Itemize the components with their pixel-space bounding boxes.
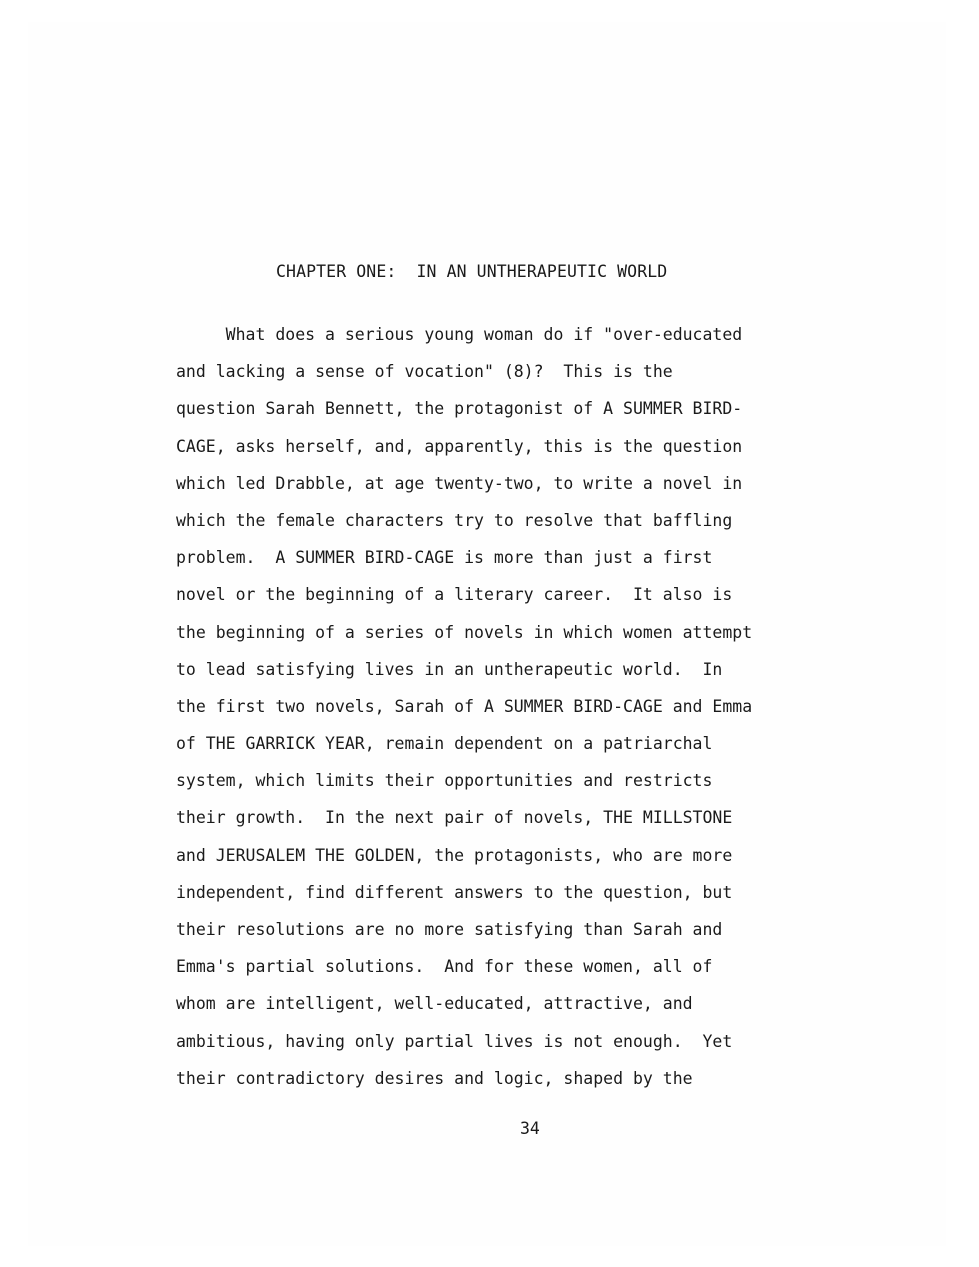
chapter-heading: CHAPTER ONE: IN AN UNTHERAPEUTIC WORLD — [276, 262, 668, 281]
text-line: What does a serious young woman do if "over-educated — [176, 325, 743, 344]
text-line: and lacking a sense of vocation" (8)? This is the — [176, 362, 673, 382]
text-line: ambitious, having only partial lives is not enough. Yet — [176, 1031, 733, 1051]
text-line: their contradictory desires and logic, shaped by the — [176, 1068, 693, 1088]
text-line: of THE GARRICK YEAR, remain dependent on a patriarchal — [176, 734, 713, 754]
text-line: their resolutions are no more satisfying than Sarah and — [176, 920, 723, 939]
text-line: whom are intelligent, well-educated, attractive, and — [176, 994, 693, 1014]
text-line: their growth. In the next pair of novels, THE MILLSTONE — [176, 808, 733, 828]
text-line: question Sarah Bennett, the protagonist of A SUMMER BIRD- — [176, 399, 743, 419]
text-line: independent, find different answers to the question, but — [176, 882, 733, 902]
text-line: system, which limits their opportunities and restricts — [176, 771, 713, 791]
text-line: and JERUSALEM THE GOLDEN, the protagonists, who are more — [176, 845, 733, 865]
text-line: the beginning of a series of novels in which women attempt — [176, 622, 753, 642]
text-line: which led Drabble, at age twenty-two, to write a novel in — [176, 473, 743, 493]
text-line: problem. A SUMMER BIRD-CAGE is more than just a first — [176, 548, 713, 568]
text-line: which the female characters try to resolve that baffling — [176, 510, 733, 530]
body-text — [176, 316, 876, 1097]
text-line: novel or the beginning of a literary career. It also is — [176, 585, 733, 605]
text-line: to lead satisfying lives in an untherapeutic world. In — [176, 659, 723, 679]
text-line: CAGE, asks herself, and, apparently, this is the question — [176, 436, 743, 456]
page-number: 34 — [520, 1119, 540, 1138]
text-line: the first two novels, Sarah of A SUMMER BIRD-CAGE and Emma — [176, 696, 753, 716]
text-line: Emma's partial solutions. And for these women, all of — [176, 957, 713, 977]
